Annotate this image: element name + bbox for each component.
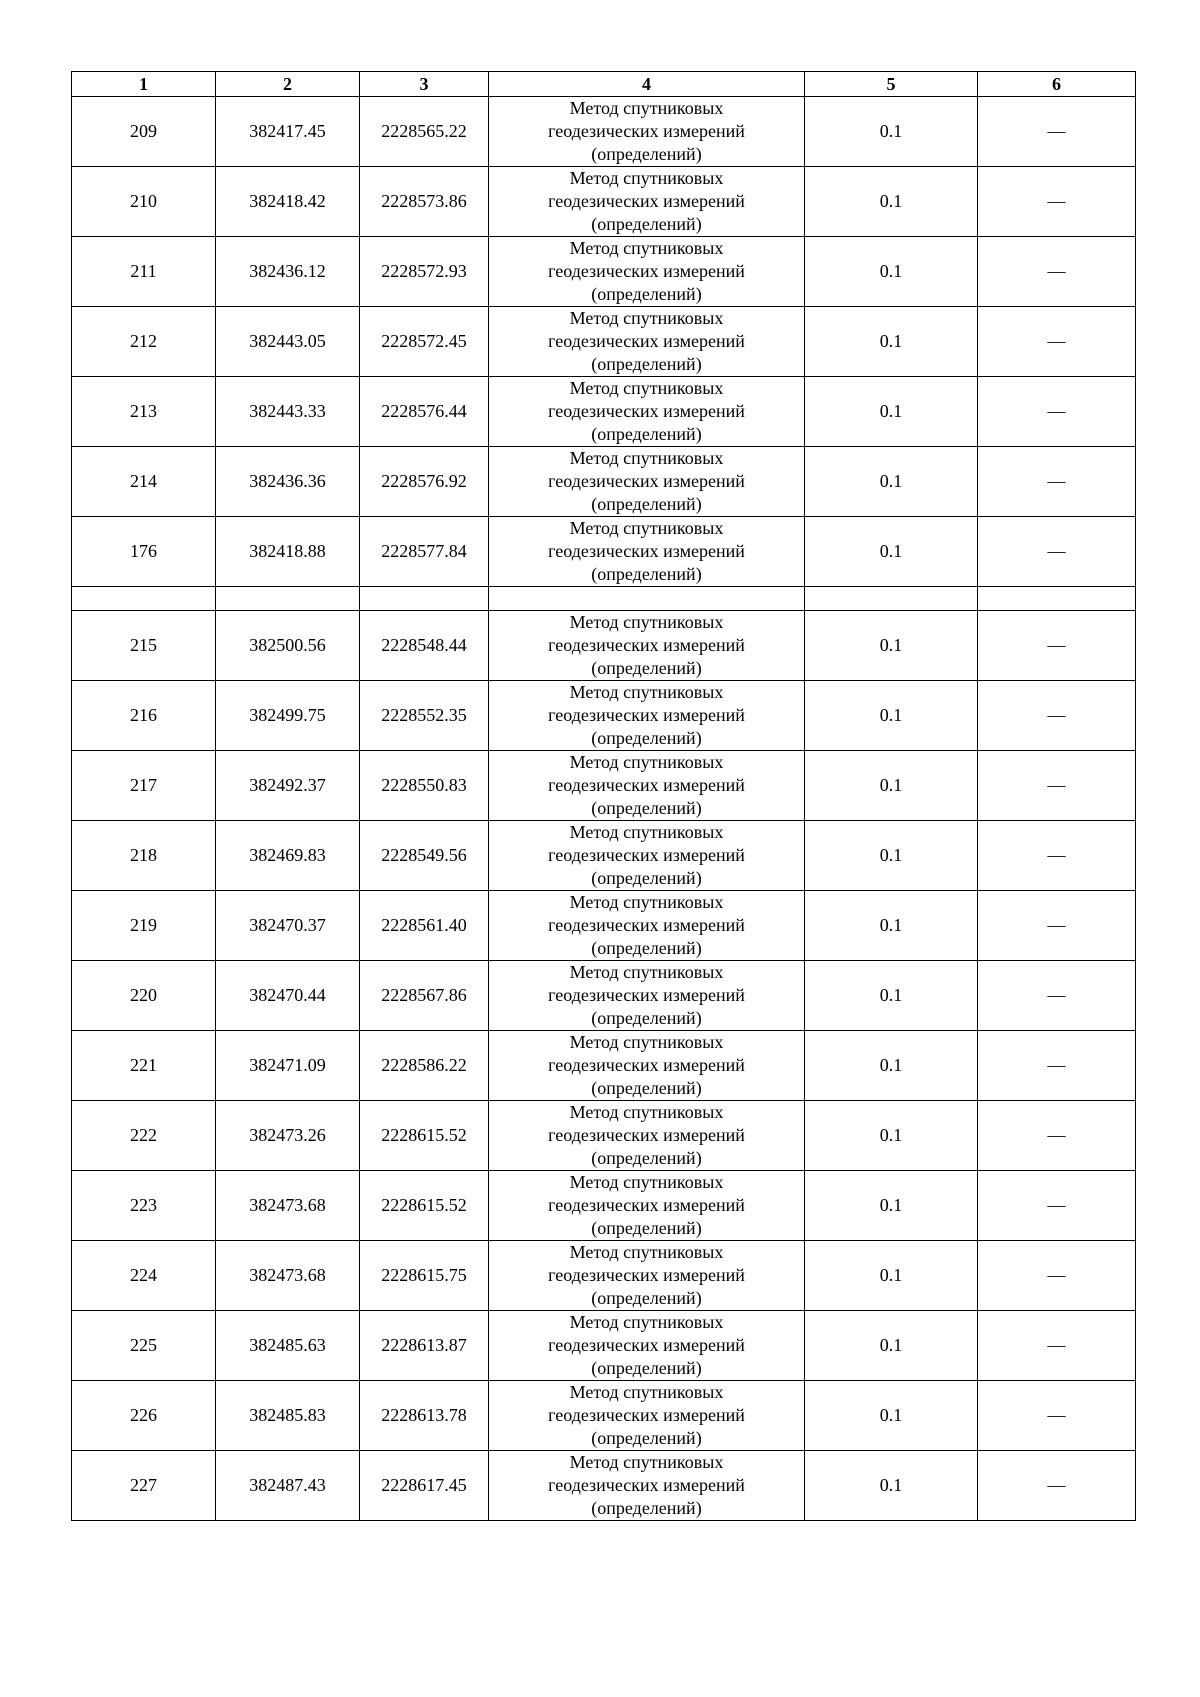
x-coordinate-cell: 382470.37 <box>216 891 360 961</box>
y-coordinate-cell: 2228552.35 <box>360 681 489 751</box>
accuracy-cell: 0.1 <box>805 961 978 1031</box>
x-coordinate-cell: 382471.09 <box>216 1031 360 1101</box>
y-coordinate-cell: 2228576.92 <box>360 447 489 517</box>
y-coordinate-cell: 2228615.75 <box>360 1241 489 1311</box>
point-number-cell: 212 <box>72 307 216 377</box>
method-line: геодезических измерений <box>548 1125 745 1145</box>
table-row <box>72 1171 1136 1241</box>
table-row <box>72 237 1136 307</box>
accuracy-cell: 0.1 <box>805 307 978 377</box>
method-line: геодезических измерений <box>548 635 745 655</box>
description-cell: — <box>978 681 1136 751</box>
y-coordinate-cell: 2228615.52 <box>360 1171 489 1241</box>
y-coordinate-cell: 2228561.40 <box>360 891 489 961</box>
y-coordinate-cell: 2228613.78 <box>360 1381 489 1451</box>
method-line: (определений) <box>591 728 702 748</box>
table-row <box>72 1031 1136 1101</box>
accuracy-cell: 0.1 <box>805 611 978 681</box>
description-cell: — <box>978 1451 1136 1521</box>
x-coordinate-cell: 382499.75 <box>216 681 360 751</box>
point-number-cell: 218 <box>72 821 216 891</box>
method-line: геодезических измерений <box>548 261 745 281</box>
x-coordinate-cell: 382485.63 <box>216 1311 360 1381</box>
method-cell <box>489 167 805 237</box>
method-line: (определений) <box>591 284 702 304</box>
description-cell: — <box>978 1241 1136 1311</box>
contour-separator-row <box>72 587 1136 611</box>
point-number-cell: 227 <box>72 1451 216 1521</box>
method-line: Метод спутниковых <box>569 892 724 912</box>
x-coordinate-cell: 382473.26 <box>216 1101 360 1171</box>
point-number-cell: 211 <box>72 237 216 307</box>
method-line: геодезических измерений <box>548 1405 745 1425</box>
x-coordinate-cell: 382492.37 <box>216 751 360 821</box>
point-number-cell: 217 <box>72 751 216 821</box>
description-cell: — <box>978 517 1136 587</box>
point-number-cell: 213 <box>72 377 216 447</box>
method-cell <box>489 821 805 891</box>
method-cell <box>489 517 805 587</box>
method-line: геодезических измерений <box>548 1475 745 1495</box>
method-line: Метод спутниковых <box>569 752 724 772</box>
table-row <box>72 97 1136 167</box>
point-number-cell: 215 <box>72 611 216 681</box>
table-row <box>72 307 1136 377</box>
method-line: (определений) <box>591 144 702 164</box>
x-coordinate-cell: 382487.43 <box>216 1451 360 1521</box>
accuracy-cell: 0.1 <box>805 1101 978 1171</box>
method-line: (определений) <box>591 1008 702 1028</box>
table-row <box>72 1451 1136 1521</box>
method-line: (определений) <box>591 938 702 958</box>
y-coordinate-cell: 2228613.87 <box>360 1311 489 1381</box>
description-cell: — <box>978 97 1136 167</box>
method-line: Метод спутниковых <box>569 1382 724 1402</box>
y-coordinate-cell: 2228550.83 <box>360 751 489 821</box>
description-cell: — <box>978 1031 1136 1101</box>
method-line: Метод спутниковых <box>569 1452 724 1472</box>
accuracy-cell: 0.1 <box>805 1241 978 1311</box>
method-cell <box>489 307 805 377</box>
x-coordinate-cell: 382418.88 <box>216 517 360 587</box>
point-number-cell: 209 <box>72 97 216 167</box>
accuracy-cell: 0.1 <box>805 167 978 237</box>
empty-cell <box>805 587 978 611</box>
x-coordinate-cell: 382436.36 <box>216 447 360 517</box>
description-cell: — <box>978 1171 1136 1241</box>
description-cell: — <box>978 751 1136 821</box>
method-line: Метод спутниковых <box>569 1172 724 1192</box>
method-line: геодезических измерений <box>548 915 745 935</box>
method-line: (определений) <box>591 1358 702 1378</box>
method-cell <box>489 1311 805 1381</box>
description-cell: — <box>978 1101 1136 1171</box>
method-line: Метод спутниковых <box>569 238 724 258</box>
method-line: Метод спутниковых <box>569 822 724 842</box>
method-cell <box>489 1171 805 1241</box>
method-line: геодезических измерений <box>548 471 745 491</box>
method-line: геодезических измерений <box>548 541 745 561</box>
method-line: (определений) <box>591 1218 702 1238</box>
method-line: (определений) <box>591 214 702 234</box>
table-row <box>72 377 1136 447</box>
method-line: геодезических измерений <box>548 1265 745 1285</box>
accuracy-cell: 0.1 <box>805 891 978 961</box>
empty-cell <box>978 587 1136 611</box>
table-row <box>72 517 1136 587</box>
method-cell <box>489 97 805 167</box>
method-line: (определений) <box>591 1148 702 1168</box>
accuracy-cell: 0.1 <box>805 1451 978 1521</box>
method-line: (определений) <box>591 798 702 818</box>
method-line: геодезических измерений <box>548 121 745 141</box>
point-number-cell: 221 <box>72 1031 216 1101</box>
method-line: Метод спутниковых <box>569 682 724 702</box>
table-row <box>72 167 1136 237</box>
coordinates-table <box>71 71 1136 1521</box>
accuracy-cell: 0.1 <box>805 517 978 587</box>
table-row <box>72 751 1136 821</box>
y-coordinate-cell: 2228549.56 <box>360 821 489 891</box>
method-line: Метод спутниковых <box>569 612 724 632</box>
table-row <box>72 681 1136 751</box>
y-coordinate-cell: 2228565.22 <box>360 97 489 167</box>
method-line: (определений) <box>591 424 702 444</box>
point-number-cell: 224 <box>72 1241 216 1311</box>
point-number-cell: 219 <box>72 891 216 961</box>
accuracy-cell: 0.1 <box>805 1381 978 1451</box>
method-line: Метод спутниковых <box>569 1312 724 1332</box>
header-col-2: 2 <box>216 72 360 97</box>
method-line: геодезических измерений <box>548 1195 745 1215</box>
x-coordinate-cell: 382418.42 <box>216 167 360 237</box>
table-row <box>72 1241 1136 1311</box>
method-line: (определений) <box>591 1078 702 1098</box>
method-line: Метод спутниковых <box>569 448 724 468</box>
method-line: Метод спутниковых <box>569 1032 724 1052</box>
method-line: Метод спутниковых <box>569 962 724 982</box>
accuracy-cell: 0.1 <box>805 237 978 307</box>
method-cell <box>489 611 805 681</box>
y-coordinate-cell: 2228573.86 <box>360 167 489 237</box>
header-row <box>72 72 1136 97</box>
x-coordinate-cell: 382473.68 <box>216 1241 360 1311</box>
description-cell: — <box>978 237 1136 307</box>
method-cell <box>489 1381 805 1451</box>
empty-cell <box>489 587 805 611</box>
method-line: Метод спутниковых <box>569 98 724 118</box>
empty-cell <box>72 587 216 611</box>
accuracy-cell: 0.1 <box>805 447 978 517</box>
table-row <box>72 821 1136 891</box>
accuracy-cell: 0.1 <box>805 1171 978 1241</box>
table-row <box>72 447 1136 517</box>
y-coordinate-cell: 2228617.45 <box>360 1451 489 1521</box>
method-cell <box>489 447 805 517</box>
method-line: геодезических измерений <box>548 331 745 351</box>
method-line: геодезических измерений <box>548 1055 745 1075</box>
accuracy-cell: 0.1 <box>805 97 978 167</box>
table-row <box>72 611 1136 681</box>
x-coordinate-cell: 382417.45 <box>216 97 360 167</box>
accuracy-cell: 0.1 <box>805 751 978 821</box>
method-line: (определений) <box>591 868 702 888</box>
description-cell: — <box>978 167 1136 237</box>
x-coordinate-cell: 382473.68 <box>216 1171 360 1241</box>
x-coordinate-cell: 382469.83 <box>216 821 360 891</box>
y-coordinate-cell: 2228615.52 <box>360 1101 489 1171</box>
method-line: Метод спутниковых <box>569 378 724 398</box>
y-coordinate-cell: 2228577.84 <box>360 517 489 587</box>
description-cell: — <box>978 1381 1136 1451</box>
y-coordinate-cell: 2228567.86 <box>360 961 489 1031</box>
point-number-cell: 220 <box>72 961 216 1031</box>
description-cell: — <box>978 307 1136 377</box>
description-cell: — <box>978 961 1136 1031</box>
table-body <box>72 97 1136 1521</box>
description-cell: — <box>978 447 1136 517</box>
y-coordinate-cell: 2228548.44 <box>360 611 489 681</box>
method-cell <box>489 681 805 751</box>
y-coordinate-cell: 2228586.22 <box>360 1031 489 1101</box>
y-coordinate-cell: 2228576.44 <box>360 377 489 447</box>
method-line: геодезических измерений <box>548 191 745 211</box>
accuracy-cell: 0.1 <box>805 377 978 447</box>
accuracy-cell: 0.1 <box>805 681 978 751</box>
method-cell <box>489 1031 805 1101</box>
method-line: Метод спутниковых <box>569 308 724 328</box>
point-number-cell: 176 <box>72 517 216 587</box>
method-line: Метод спутниковых <box>569 168 724 188</box>
point-number-cell: 214 <box>72 447 216 517</box>
description-cell: — <box>978 891 1136 961</box>
method-line: геодезических измерений <box>548 775 745 795</box>
header-col-6: 6 <box>978 72 1136 97</box>
method-cell <box>489 751 805 821</box>
table-row <box>72 891 1136 961</box>
y-coordinate-cell: 2228572.93 <box>360 237 489 307</box>
method-cell <box>489 961 805 1031</box>
method-line: (определений) <box>591 1498 702 1518</box>
method-line: геодезических измерений <box>548 845 745 865</box>
table-row <box>72 1381 1136 1451</box>
table-row <box>72 961 1136 1031</box>
y-coordinate-cell: 2228572.45 <box>360 307 489 377</box>
point-number-cell: 226 <box>72 1381 216 1451</box>
method-line: геодезических измерений <box>548 1335 745 1355</box>
point-number-cell: 216 <box>72 681 216 751</box>
table-row <box>72 1311 1136 1381</box>
x-coordinate-cell: 382443.05 <box>216 307 360 377</box>
method-line: Метод спутниковых <box>569 518 724 538</box>
method-cell <box>489 891 805 961</box>
table-row <box>72 1101 1136 1171</box>
method-line: геодезических измерений <box>548 705 745 725</box>
description-cell: — <box>978 611 1136 681</box>
empty-cell <box>216 587 360 611</box>
header-col-4: 4 <box>489 72 805 97</box>
x-coordinate-cell: 382443.33 <box>216 377 360 447</box>
method-cell <box>489 1241 805 1311</box>
method-cell <box>489 1451 805 1521</box>
x-coordinate-cell: 382500.56 <box>216 611 360 681</box>
header-col-3: 3 <box>360 72 489 97</box>
point-number-cell: 225 <box>72 1311 216 1381</box>
x-coordinate-cell: 382436.12 <box>216 237 360 307</box>
point-number-cell: 223 <box>72 1171 216 1241</box>
method-line: Метод спутниковых <box>569 1102 724 1122</box>
method-line: (определений) <box>591 1428 702 1448</box>
method-cell <box>489 1101 805 1171</box>
method-line: (определений) <box>591 494 702 514</box>
description-cell: — <box>978 1311 1136 1381</box>
header-col-5: 5 <box>805 72 978 97</box>
point-number-cell: 222 <box>72 1101 216 1171</box>
x-coordinate-cell: 382485.83 <box>216 1381 360 1451</box>
point-number-cell: 210 <box>72 167 216 237</box>
method-line: Метод спутниковых <box>569 1242 724 1262</box>
method-line: (определений) <box>591 1288 702 1308</box>
empty-cell <box>360 587 489 611</box>
method-line: геодезических измерений <box>548 985 745 1005</box>
method-line: (определений) <box>591 658 702 678</box>
description-cell: — <box>978 377 1136 447</box>
accuracy-cell: 0.1 <box>805 821 978 891</box>
method-cell <box>489 377 805 447</box>
method-line: геодезических измерений <box>548 401 745 421</box>
x-coordinate-cell: 382470.44 <box>216 961 360 1031</box>
method-line: (определений) <box>591 564 702 584</box>
header-col-1: 1 <box>72 72 216 97</box>
description-cell: — <box>978 821 1136 891</box>
method-line: (определений) <box>591 354 702 374</box>
accuracy-cell: 0.1 <box>805 1031 978 1101</box>
accuracy-cell: 0.1 <box>805 1311 978 1381</box>
method-cell <box>489 237 805 307</box>
